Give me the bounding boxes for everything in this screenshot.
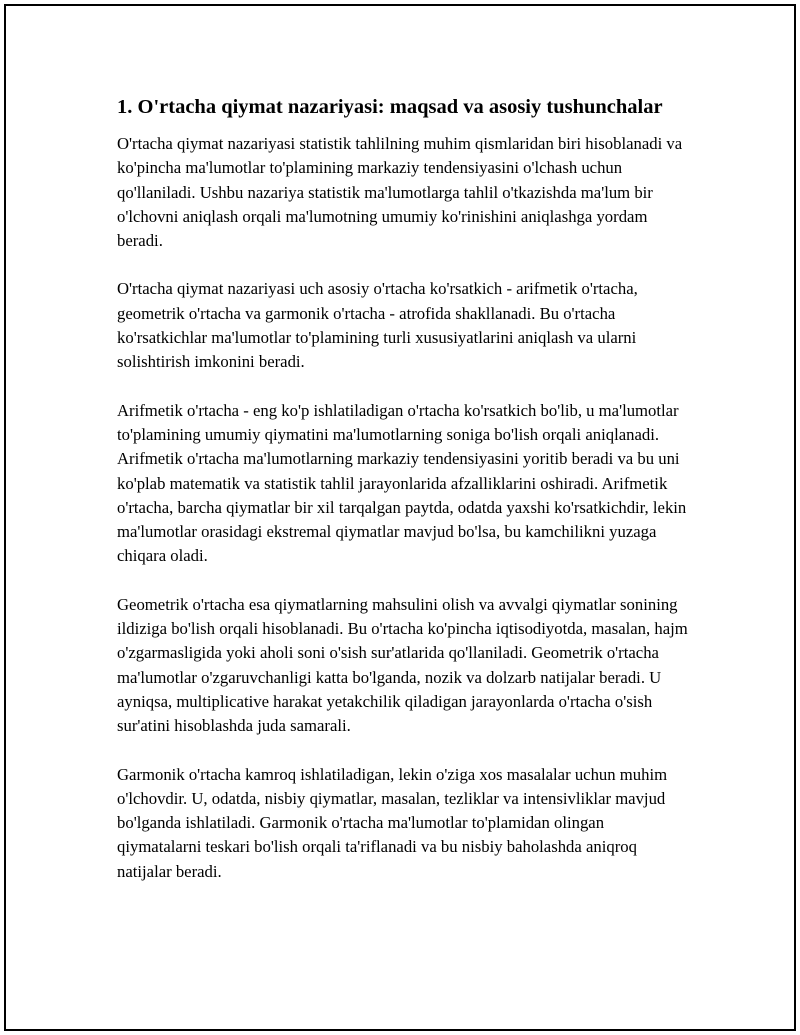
document-body (117, 92, 692, 908)
paragraph-arithmetic-mean: Arifmetik o'rtacha - eng ko'p ishlatiladigan o'rtacha ko'rsatkich bo'lib, u ma'lumotlar to'plamining umumiy qiymatini ma'lumotlarning soniga bo'lish orqali aniqlanadi. Arifmetik o'rtacha ma'lumotlarning markaziy tendensiyasini yoritib beradi va bu uni ko'plab matematik va statistik tahlil jarayonlarida afzalliklarini oshiradi. Arifmetik o'rtacha, barcha qiymatlar bir xil tarqalgan paytda, odatda yaxshi ko'rsatkichdir, lekin ma'lumotlar orasidagi ekstremal qiymatlar mavjud bo'lsa, bu kamchilikni yuzaga chiqara oladi. (117, 400, 687, 566)
paragraph-intro: O'rtacha qiymat nazariyasi statistik tahlilning muhim qismlaridan biri hisoblanadi va ko'pincha ma'lumotlar to'plamining markaziy tendensiyasini o'lchash uchun qo'llaniladi. Ushbu nazariya statistik ma'lumotlarga tahlil o'tkazishda ma'lum bir o'lchovni aniqlash orqali ma'lumotning umumiy ko'rinishini aniqlashga yordam beradi. (117, 134, 683, 251)
section-heading: 1. O'rtacha qiymat nazariyasi: maqsad va asosiy tushunchalar (117, 96, 663, 118)
paragraph-geometric-mean: Geometrik o'rtacha esa qiymatlarning mahsulini olish va avvalgi qiymatlar sonining ildiziga bo'lish orqali hisoblanadi. Bu o'rtacha ko'pincha iqtisodiyotda, masalan, hajm o'zgarmasligida yoki aholi soni o'sish sur'atlarida qo'llaniladi. Geometrik o'rtacha ma'lumotlar o'zgaruvchanligi katta bo'lganda, nozik va dolzarb natijalar beradi. U ayniqsa, multiplicative harakat yetakchilik qiladigan jarayonlarda o'rtacha o'sish sur'atini hisoblashda juda samarali. (117, 594, 688, 736)
paragraph-three-means: O'rtacha qiymat nazariyasi uch asosiy o'rtacha ko'rsatkich - arifmetik o'rtacha, geometrik o'rtacha va garmonik o'rtacha - atrofida shakllanadi. Bu o'rtacha ko'rsatkichlar ma'lumotlar to'plamining turli xususiyatlarini aniqlash va ularni solishtirish imkonini beradi. (117, 279, 638, 372)
paragraph-harmonic-mean: Garmonik o'rtacha kamroq ishlatiladigan, lekin o'ziga xos masalalar uchun muhim o'lchovdir. U, odatda, nisbiy qiymatlar, masalan, tezliklar va intensivliklar mavjud bo'lganda ishlatiladi. Garmonik o'rtacha ma'lumotlar to'plamidan olingan qiymatalarni teskari bo'lish orqali ta'riflanadi va bu nisbiy baholashda aniqroq natijalar beradi. (117, 764, 668, 881)
